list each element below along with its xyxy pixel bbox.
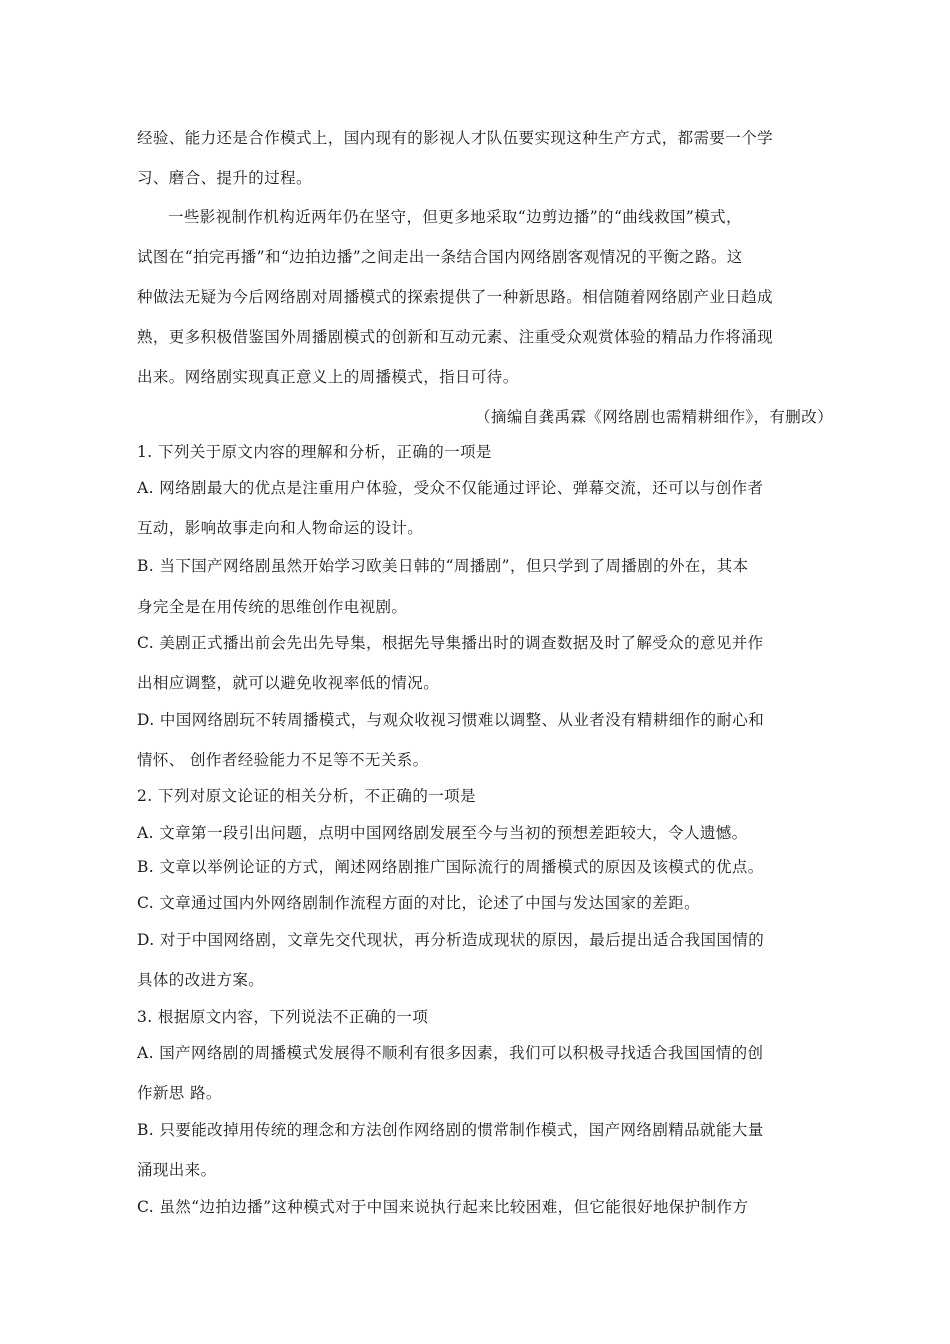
question-3-stem: 3. 根据原文内容，下列说法不正确的一项 (137, 1008, 429, 1026)
question-3-option-b-line-2: 涌现出来。 (137, 1161, 217, 1179)
paragraph-2-line-1: 一些影视制作机构近两年仍在坚守，但更多地采取“边剪边播”的“曲线救国”模式， (168, 208, 742, 226)
question-1-option-b-line-1: B. 当下国产网络剧虽然开始学习欧美日韩的“周播剧”，但只学到了周播剧的外在，其本 (137, 557, 749, 575)
source-citation: （摘编自龚禹霖《网络剧也需精耕细作》，有删改） (475, 408, 833, 426)
question-2-option-a: A. 文章第一段引出问题，点明中国网络剧发展至今与当初的预想差距较大，令人遗憾。 (137, 824, 748, 842)
question-2-option-c: C. 文章通过国内外网络剧制作流程方面的对比，论述了中国与发达国家的差距。 (137, 894, 700, 912)
question-1-option-b-line-2: 身完全是在用传统的思维创作电视剧。 (137, 598, 408, 616)
question-1-option-a-line-2: 互动，影响故事走向和人物命运的设计。 (137, 519, 424, 537)
question-3-option-a-line-1: A. 国产网络剧的周播模式发展得不顺利有很多因素，我们可以积极寻找适合我国国情的创 (137, 1044, 764, 1062)
paragraph-1-line-1: 经验、能力还是合作模式上，国内现有的影视人才队伍要实现这种生产方式，都需要一个学 (137, 129, 774, 147)
question-2-option-b: B. 文章以举例论证的方式，阐述网络剧推广国际流行的周播模式的原因及该模式的优点。 (137, 858, 764, 876)
question-1-option-d-line-1: D. 中国网络剧玩不转周播模式，与观众收视习惯难以调整、从业者没有精耕细作的耐心和 (137, 711, 765, 729)
question-2-option-d-line-1: D. 对于中国网络剧，文章先交代现状，再分析造成现状的原因，最后提出适合我国国情的 (137, 931, 765, 949)
paragraph-2-line-2: 试图在“拍完再播”和“边拍边播”之间走出一条结合国内网络剧客观情况的平衡之路。这 (137, 248, 743, 266)
question-2-stem: 2. 下列对原文论证的相关分析，不正确的一项是 (137, 787, 476, 805)
question-1-option-a-line-1: A. 网络剧最大的优点是注重用户体验，受众不仅能通过评论、弹幕交流，还可以与创作者 (137, 479, 764, 497)
paragraph-2-line-3: 种做法无疑为今后网络剧对周播模式的探索提供了一种新思路。相信随着网络剧产业日趋成 (137, 288, 774, 306)
question-3-option-b-line-1: B. 只要能改掉用传统的理念和方法创作网络剧的惯常制作模式，国产网络剧精品就能大量 (137, 1121, 764, 1139)
question-2-option-d-line-2: 具体的改进方案。 (137, 971, 265, 989)
paragraph-2-line-4: 熟，更多积极借鉴国外周播剧模式的创新和互动元素、注重受众观赏体验的精品力作将涌现 (137, 328, 774, 346)
question-3-option-a-line-2: 作新思 路。 (137, 1084, 222, 1102)
question-1-stem: 1. 下列关于原文内容的理解和分析，正确的一项是 (137, 443, 492, 461)
paragraph-1-line-2: 习、磨合、提升的过程。 (137, 169, 312, 187)
question-1-option-c-line-1: C. 美剧正式播出前会先出先导集，根据先导集播出时的调查数据及时了解受众的意见并作 (137, 634, 764, 652)
question-1-option-c-line-2: 出相应调整，就可以避免收视率低的情况。 (137, 674, 440, 692)
question-1-option-d-line-2: 情怀、 创作者经验能力不足等不无关系。 (137, 751, 429, 769)
question-3-option-c-line-1: C. 虽然“边拍边播”这种模式对于中国来说执行起来比较困难，但它能很好地保护制作方 (137, 1198, 749, 1216)
paragraph-2-line-5: 出来。网络剧实现真正意义上的周播模式，指日可待。 (137, 368, 519, 386)
